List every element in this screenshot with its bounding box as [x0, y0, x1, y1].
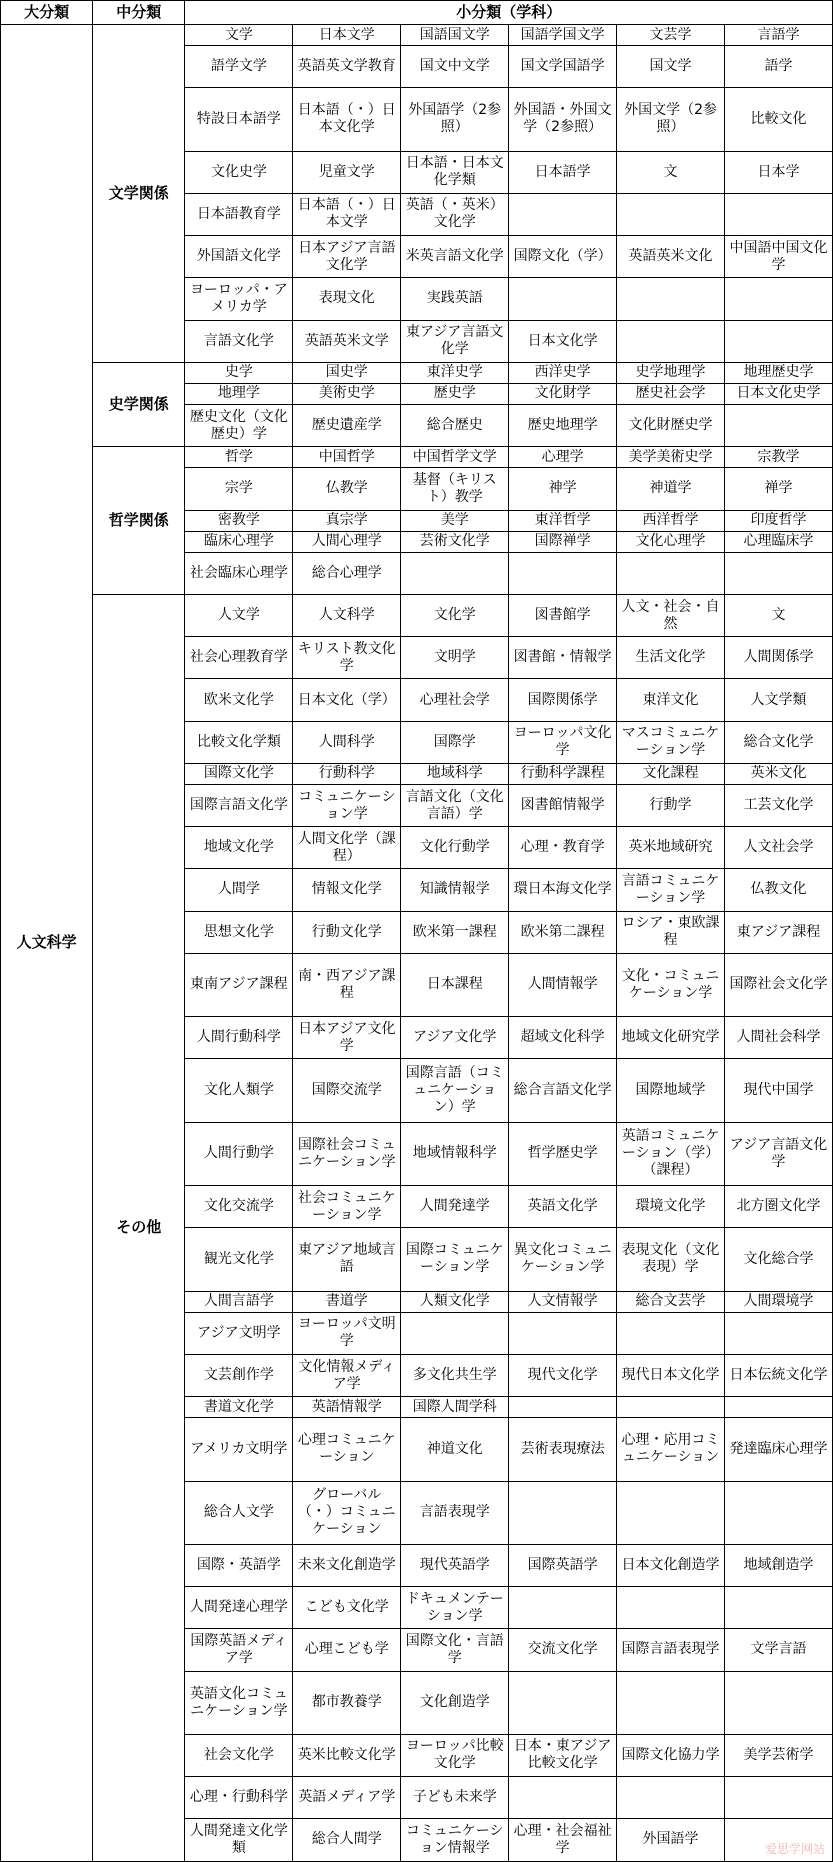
subject-cell: 特設日本語学: [185, 88, 293, 151]
subject-cell: 歴史地理学: [509, 404, 617, 446]
major-category-cell: 人文科学: [1, 25, 93, 1862]
subject-cell: 現代日本文化学: [617, 1354, 725, 1396]
subject-cell: 人間環境学: [725, 1291, 833, 1312]
subject-cell: 人間行動学: [185, 1122, 293, 1185]
subject-cell: 臨床心理学: [185, 531, 293, 552]
subject-cell: [509, 1587, 617, 1629]
subject-cell: 国際言語文化学: [185, 784, 293, 826]
subject-cell: 国語国文学: [401, 25, 509, 46]
subject-cell: 国語学国文学: [509, 25, 617, 46]
subject-cell: 文化課程: [617, 763, 725, 784]
subject-cell: 書道学: [293, 1291, 401, 1312]
subject-cell: 東アジア言語文化学: [401, 320, 509, 362]
subject-cell: 英米地域研究: [617, 827, 725, 869]
subject-cell: 文化財学: [509, 383, 617, 404]
subject-cell: アジア文明学: [185, 1312, 293, 1354]
subject-cell: 地域科学: [401, 763, 509, 784]
subject-cell: 国際言語（コミュニケーション）学: [401, 1059, 509, 1122]
table-row: [1, 362, 833, 383]
subject-cell: 人間科学: [293, 721, 401, 763]
subject-cell: 国文学国語学: [509, 46, 617, 88]
subject-cell: 国際文化協力学: [617, 1734, 725, 1776]
subject-cell: 国際地域学: [617, 1059, 725, 1122]
subject-cell: 人文情報学: [509, 1291, 617, 1312]
subject-cell: 思想文化学: [185, 911, 293, 953]
subject-cell: [725, 1312, 833, 1354]
subject-cell: 日本語（・）日本文化学: [293, 88, 401, 151]
subject-cell: 書道文化学: [185, 1397, 293, 1418]
subject-cell: [401, 1312, 509, 1354]
subject-cell: 文化情報メディア学: [293, 1354, 401, 1396]
table-row: [1, 25, 833, 46]
subject-cell: 異文化コミュニケーション学: [509, 1228, 617, 1291]
subject-cell: 美学芸術学: [725, 1734, 833, 1776]
subject-cell: 宗教学: [725, 447, 833, 468]
header-minor: 小分類（学科）: [185, 1, 833, 25]
subject-cell: 文化・コミュニケーション学: [617, 953, 725, 1016]
subject-cell: 言語文化学: [185, 320, 293, 362]
subject-cell: [725, 552, 833, 594]
subject-cell: 人文学類: [725, 679, 833, 721]
subject-cell: ヨーロッパ・アメリカ学: [185, 278, 293, 320]
subject-cell: [617, 1671, 725, 1734]
subject-cell: 日本文化創造学: [617, 1544, 725, 1586]
subject-cell: ドキュメンテーション学: [401, 1587, 509, 1629]
subject-cell: 人間文化学（課程）: [293, 827, 401, 869]
subject-cell: [617, 1481, 725, 1544]
subject-cell: 東アジア地域言語: [293, 1228, 401, 1291]
subject-cell: 印度哲学: [725, 510, 833, 531]
subject-cell: 欧米第一課程: [401, 911, 509, 953]
subject-cell: 西洋哲学: [617, 510, 725, 531]
subject-cell: 人間発達文化学類: [185, 1819, 293, 1861]
header-row: [1, 1, 833, 25]
subject-cell: [617, 1397, 725, 1418]
subject-cell: 国際社会コミュニケーション学: [293, 1122, 401, 1185]
subject-cell: [725, 1481, 833, 1544]
subject-cell: 美術史学: [293, 383, 401, 404]
subject-cell: 史学: [185, 362, 293, 383]
subject-cell: 表現文化: [293, 278, 401, 320]
subject-cell: 東洋史学: [401, 362, 509, 383]
subject-cell: 国際コミュニケーション学: [401, 1228, 509, 1291]
subject-cell: [725, 193, 833, 235]
subject-cell: [509, 1397, 617, 1418]
subject-cell: 仏教文化: [725, 869, 833, 911]
subject-cell: 地理学: [185, 383, 293, 404]
subject-cell: 比較文化学類: [185, 721, 293, 763]
subject-cell: 神学: [509, 468, 617, 510]
subject-cell: 社会文化学: [185, 1734, 293, 1776]
subject-cell: 人間発達学: [401, 1186, 509, 1228]
subject-cell: 国際文化学: [185, 763, 293, 784]
subject-cell: 東洋文化: [617, 679, 725, 721]
subject-cell: [509, 1312, 617, 1354]
subject-cell: 国際交流学: [293, 1059, 401, 1122]
subject-cell: 心理・社会福祉学: [509, 1819, 617, 1861]
subject-cell: 日本語（・）日本文学: [293, 193, 401, 235]
subject-cell: 国史学: [293, 362, 401, 383]
subject-cell: 日本文化（学）: [293, 679, 401, 721]
subject-cell: 心理・応用コミュニケーション: [617, 1418, 725, 1481]
subject-cell: ヨーロッパ文明学: [293, 1312, 401, 1354]
subject-cell: 心理社会学: [401, 679, 509, 721]
subject-cell: [617, 1587, 725, 1629]
subject-cell: [509, 278, 617, 320]
subject-cell: [725, 1587, 833, 1629]
subject-cell: 東洋哲学: [509, 510, 617, 531]
subject-cell: [401, 552, 509, 594]
subject-cell: 都市教養学: [293, 1671, 401, 1734]
subject-cell: 歴史学: [401, 383, 509, 404]
subject-cell: 南・西アジア課程: [293, 953, 401, 1016]
subject-cell: [617, 320, 725, 362]
subject-cell: コミュニケーション学: [293, 784, 401, 826]
subject-cell: 現代文化学: [509, 1354, 617, 1396]
subject-cell: 英語文化コミュニケーション学: [185, 1671, 293, 1734]
middle-category-cell: 文学関係: [93, 25, 185, 363]
subject-cell: 哲学: [185, 447, 293, 468]
subject-cell: 国文学: [617, 46, 725, 88]
subject-cell: 国際英語学: [509, 1544, 617, 1586]
subject-cell: 宗学: [185, 468, 293, 510]
subject-cell: 実践英語: [401, 278, 509, 320]
subject-cell: [725, 1777, 833, 1819]
subject-cell: [617, 552, 725, 594]
watermark-logo: 爱思学网站: [764, 1842, 825, 1856]
subject-cell: 欧米第二課程: [509, 911, 617, 953]
subject-cell: 英語（・英米）文化学: [401, 193, 509, 235]
subject-cell: 行動科学: [293, 763, 401, 784]
subject-cell: 国際社会文化学: [725, 953, 833, 1016]
subject-cell: 多文化共生学: [401, 1354, 509, 1396]
subject-cell: アジア文化学: [401, 1017, 509, 1059]
subject-cell: 国文中文学: [401, 46, 509, 88]
subject-cell: [617, 278, 725, 320]
subject-cell: 語学文学: [185, 46, 293, 88]
subject-cell: 総合言語文化学: [509, 1059, 617, 1122]
subject-cell: ヨーロッパ比較文化学: [401, 1734, 509, 1776]
subject-cell: 図書館・情報学: [509, 637, 617, 679]
subject-cell: 総合文化学: [725, 721, 833, 763]
subject-cell: 環日本海文化学: [509, 869, 617, 911]
subject-cell: 密教学: [185, 510, 293, 531]
subject-cell: 人文・社会・自然: [617, 594, 725, 636]
subject-cell: 比較文化: [725, 88, 833, 151]
subject-cell: 仏教学: [293, 468, 401, 510]
subject-cell: 人間発達心理学: [185, 1587, 293, 1629]
subject-cell: 言語コミュニケーション学: [617, 869, 725, 911]
subject-cell: 人間学: [185, 869, 293, 911]
subject-cell: 心理臨床学: [725, 531, 833, 552]
subject-cell: 行動学: [617, 784, 725, 826]
subject-cell: 人文社会学: [725, 827, 833, 869]
subject-cell: 日本語教育学: [185, 193, 293, 235]
table-row: [1, 594, 833, 636]
subject-cell: 言語表現学: [401, 1481, 509, 1544]
subject-cell: 超域文化科学: [509, 1017, 617, 1059]
subject-cell: 英語文化学: [509, 1186, 617, 1228]
subject-cell: 心理・教育学: [509, 827, 617, 869]
subject-cell: [617, 1777, 725, 1819]
subject-cell: 発達臨床心理学: [725, 1418, 833, 1481]
subject-cell: 日本文化学: [509, 320, 617, 362]
subject-cell: ロシア・東欧課程: [617, 911, 725, 953]
subject-cell: 中国語中国文化学: [725, 236, 833, 278]
subject-cell: 行動科学課程: [509, 763, 617, 784]
subject-cell: 国際学: [401, 721, 509, 763]
subject-cell: 図書館情報学: [509, 784, 617, 826]
subject-cell: 社会臨床心理学: [185, 552, 293, 594]
subject-cell: 芸術文化学: [401, 531, 509, 552]
subject-cell: 英語メディア学: [293, 1777, 401, 1819]
subject-cell: 地理歴史学: [725, 362, 833, 383]
subject-cell: 北方圏文化学: [725, 1186, 833, 1228]
subject-cell: 日本語学: [509, 151, 617, 193]
subject-cell: 英語英米文学: [293, 320, 401, 362]
subject-cell: コミュニケーション情報学: [401, 1819, 509, 1861]
subject-cell: 日本アジア文化学: [293, 1017, 401, 1059]
subject-cell: 中国哲学: [293, 447, 401, 468]
subject-cell: [617, 1312, 725, 1354]
subject-cell: 国際言語表現学: [617, 1629, 725, 1671]
subject-cell: 国際文化（学）: [509, 236, 617, 278]
subject-cell: [509, 1671, 617, 1734]
subject-cell: 外国語学: [617, 1819, 725, 1861]
subject-cell: 文化交流学: [185, 1186, 293, 1228]
subject-cell: キリスト教文化学: [293, 637, 401, 679]
subject-cell: 言語文化（文化言語）学: [401, 784, 509, 826]
subject-cell: 文化史学: [185, 151, 293, 193]
subject-cell: 日本アジア言語文化学: [293, 236, 401, 278]
subject-cell: 国際人間学科: [401, 1397, 509, 1418]
subject-cell: 文明学: [401, 637, 509, 679]
subject-cell: 人間情報学: [509, 953, 617, 1016]
subject-cell: マスコミュニケーション学: [617, 721, 725, 763]
subject-cell: 国際文化・言語学: [401, 1629, 509, 1671]
subject-cell: 日本文学: [293, 25, 401, 46]
subject-cell: 社会コミュニケーション学: [293, 1186, 401, 1228]
subject-cell: 未来文化創造学: [293, 1544, 401, 1586]
subject-cell: 文: [725, 594, 833, 636]
subject-cell: 心理・行動科学: [185, 1777, 293, 1819]
subject-cell: 美学: [401, 510, 509, 531]
subject-cell: 総合人文学: [185, 1481, 293, 1544]
subject-cell: [509, 552, 617, 594]
subject-cell: 人間行動科学: [185, 1017, 293, 1059]
subject-cell: 国際関係学: [509, 679, 617, 721]
subject-cell: グローバル（・）コミュニケーション: [293, 1481, 401, 1544]
subject-cell: [725, 278, 833, 320]
subject-cell: 社会心理教育学: [185, 637, 293, 679]
subject-cell: 人文学: [185, 594, 293, 636]
subject-cell: 中国哲学文学: [401, 447, 509, 468]
subject-cell: 英米比較文化学: [293, 1734, 401, 1776]
subject-cell: 日本伝統文化学: [725, 1354, 833, 1396]
subject-cell: 情報文化学: [293, 869, 401, 911]
subject-cell: 知識情報学: [401, 869, 509, 911]
subject-cell: 日本学: [725, 151, 833, 193]
subject-cell: 歴史文化（文化歴史）学: [185, 404, 293, 446]
subject-cell: 基督（キリスト）教学: [401, 468, 509, 510]
subject-cell: 史学地理学: [617, 362, 725, 383]
subject-cell: 英語コミュニケーション（学）（課程）: [617, 1122, 725, 1185]
subject-cell: 地域創造学: [725, 1544, 833, 1586]
subject-cell: [509, 1481, 617, 1544]
header-middle: 中分類: [93, 1, 185, 25]
subject-cell: 日本語・日本文化学類: [401, 151, 509, 193]
subject-cell: 芸術表現療法: [509, 1418, 617, 1481]
subject-cell: 心理学: [509, 447, 617, 468]
subject-cell: 生活文化学: [617, 637, 725, 679]
header-major: 大分類: [1, 1, 93, 25]
subject-cell: 美学美術史学: [617, 447, 725, 468]
subject-cell: 言語学: [725, 25, 833, 46]
subject-cell: 国際・英語学: [185, 1544, 293, 1586]
subject-cell: 外国語・外国文学（2参照）: [509, 88, 617, 151]
middle-category-cell: 哲学関係: [93, 447, 185, 595]
subject-cell: 地域情報科学: [401, 1122, 509, 1185]
subject-cell: 文芸学: [617, 25, 725, 46]
subject-cell: [725, 1671, 833, 1734]
subject-cell: [725, 1397, 833, 1418]
subject-cell: 文化行動学: [401, 827, 509, 869]
subject-cell: 文化学: [401, 594, 509, 636]
subject-cell: 東アジア課程: [725, 911, 833, 953]
subject-cell: 交流文化学: [509, 1629, 617, 1671]
table-row: [1, 447, 833, 468]
subject-cell: 地域文化研究学: [617, 1017, 725, 1059]
middle-category-cell: その他: [93, 594, 185, 1861]
subject-cell: アジア言語文化学: [725, 1122, 833, 1185]
subject-cell: 神道学: [617, 468, 725, 510]
subject-cell: 英語英米文化: [617, 236, 725, 278]
subject-cell: 行動文化学: [293, 911, 401, 953]
subject-cell: 国際英語メディア学: [185, 1629, 293, 1671]
subject-cell: 神道文化: [401, 1418, 509, 1481]
subject-cell: 総合心理学: [293, 552, 401, 594]
subject-cell: 西洋史学: [509, 362, 617, 383]
subject-cell: 欧米文化学: [185, 679, 293, 721]
subject-cell: [617, 193, 725, 235]
subject-cell: 環境文化学: [617, 1186, 725, 1228]
subject-cell: 人間心理学: [293, 531, 401, 552]
subject-cell: 哲学歴史学: [509, 1122, 617, 1185]
subject-cell: 文芸創作学: [185, 1354, 293, 1396]
subject-cell: 心理こども学: [293, 1629, 401, 1671]
subject-cell: 総合文芸学: [617, 1291, 725, 1312]
subject-cell: 日本課程: [401, 953, 509, 1016]
subject-cell: 工芸文化学: [725, 784, 833, 826]
subject-cell: 英米文化: [725, 763, 833, 784]
subject-cell: 文化創造学: [401, 1671, 509, 1734]
subject-cell: 図書館学: [509, 594, 617, 636]
subject-cell: 国際禅学: [509, 531, 617, 552]
subject-cell: 心理コミュニケーション: [293, 1418, 401, 1481]
subject-cell: 人間社会科学: [725, 1017, 833, 1059]
subject-cell: 現代英語学: [401, 1544, 509, 1586]
subject-cell: 米英言語文化学: [401, 236, 509, 278]
subject-cell: 外国語学（2参照）: [401, 88, 509, 151]
subject-cell: 人間関係学: [725, 637, 833, 679]
subject-cell: 外国文学（2参照）: [617, 88, 725, 151]
subject-cell: [725, 404, 833, 446]
subject-cell: 真宗学: [293, 510, 401, 531]
subject-cell: 子ども未来学: [401, 1777, 509, 1819]
subject-cell: 文学: [185, 25, 293, 46]
subject-cell: 文化総合学: [725, 1228, 833, 1291]
subject-cell: [509, 193, 617, 235]
subject-cell: 文化財歴史学: [617, 404, 725, 446]
subject-cell: 英語英文学教育: [293, 46, 401, 88]
subject-cell: 東南アジア課程: [185, 953, 293, 1016]
subject-cell: 観光文化学: [185, 1228, 293, 1291]
subject-cell: 歴史遺産学: [293, 404, 401, 446]
subject-cell: 日本・東アジア比較文化学: [509, 1734, 617, 1776]
subject-cell: アメリカ文明学: [185, 1418, 293, 1481]
subject-cell: 地域文化学: [185, 827, 293, 869]
subject-cell: 外国語文化学: [185, 236, 293, 278]
subject-cell: 文化人類学: [185, 1059, 293, 1122]
subject-cell: 表現文化（文化表現）学: [617, 1228, 725, 1291]
middle-category-cell: 史学関係: [93, 362, 185, 446]
subject-cell: 文: [617, 151, 725, 193]
subject-cell: 禅学: [725, 468, 833, 510]
subject-cell: 文化心理学: [617, 531, 725, 552]
subject-cell: 総合歴史: [401, 404, 509, 446]
subject-cell: 語学: [725, 46, 833, 88]
subject-cell: ヨーロッパ文化学: [509, 721, 617, 763]
subject-cell: 総合人間学: [293, 1819, 401, 1861]
subject-cell: 文学言語: [725, 1629, 833, 1671]
subject-cell: 人文科学: [293, 594, 401, 636]
subject-cell: こども文化学: [293, 1587, 401, 1629]
subject-cell: 現代中国学: [725, 1059, 833, 1122]
subject-cell: [725, 320, 833, 362]
subject-cell: 児童文学: [293, 151, 401, 193]
subject-cell: 人間言語学: [185, 1291, 293, 1312]
subject-cell: [509, 1777, 617, 1819]
subject-cell: 人類文化学: [401, 1291, 509, 1312]
subject-cell: 日本文化史学: [725, 383, 833, 404]
subject-cell: 歴史社会学: [617, 383, 725, 404]
subject-cell: 英語情報学: [293, 1397, 401, 1418]
